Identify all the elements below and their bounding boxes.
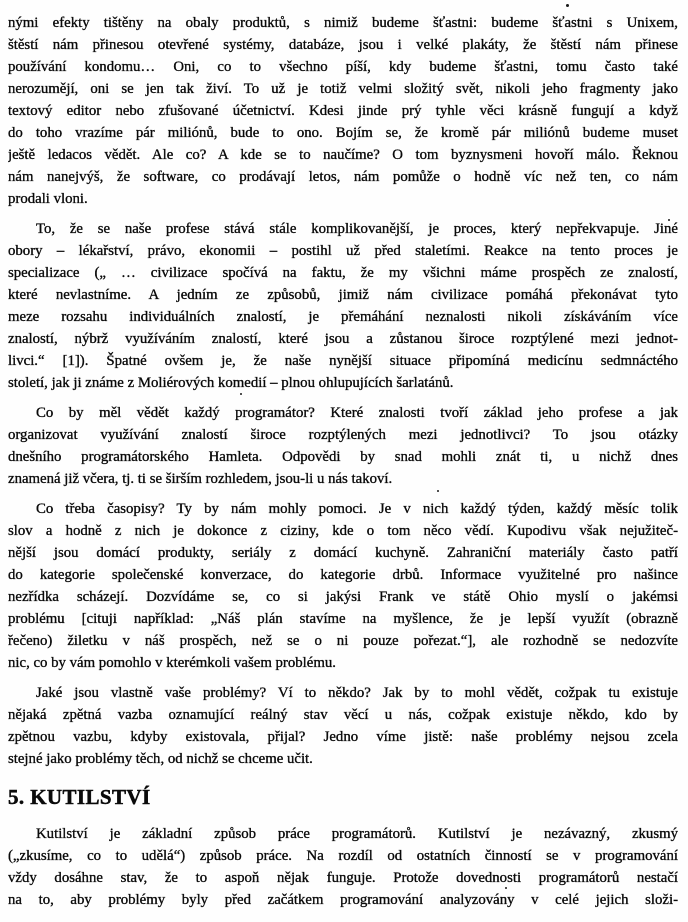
text-line: To, že se naše profese stává stále komplikovanější, je proces, který nepřekvapuje. Jiné xyxy=(36,221,678,237)
text-line: nerozumějí, oni se jen tak živí. To už je totiž velmi složitý svět, nikoli jeho fragmenty jako xyxy=(8,81,678,97)
text-line: livci.“ [1]). Špatné ovšem je, že naše nynější situace připomíná medicínu sedmnáctého xyxy=(8,353,678,369)
text-line: dnešního programátorského Hamleta. Odpovědi by snad mohli znát ti, u nichž dnes xyxy=(8,449,678,465)
paragraph xyxy=(8,498,678,674)
text-line: Co by měl vědět každý programátor? Které znalosti tvoří základ jeho profese a jak xyxy=(36,405,678,421)
text-line: specializace („ … civilizace spočívá na faktu, že my všichni máme prospěch ze znalostí, xyxy=(8,265,678,281)
text-line: problému [cituji například: „Náš plán stavíme na myšlence, že je lepší využít (obrazně xyxy=(8,611,678,627)
scan-speck xyxy=(437,490,439,492)
text-line: nám nanejvýš, že software, co prodávají letos, nám pomůže o hodně víc než ten, co nám xyxy=(8,169,678,185)
text-line: meze rozsahu individuálních znalostí, je přemáhání neznalosti nikoli získáváním více xyxy=(8,309,678,325)
section-heading: 5. KUTILSTVÍ xyxy=(8,785,151,809)
text-line: obory – lékařství, právo, ekonomii – postihl už před staletími. Reakce na tento proces je xyxy=(8,243,678,259)
scan-speck xyxy=(566,4,569,7)
text-line: vždy dosáhne stav, že to aspoň nějak funguje. Protože dovednosti programátorů nestačí xyxy=(8,870,678,886)
text-line: prodali vloni. xyxy=(8,191,88,207)
text-line: zpětnou vazbu, kdyby existovala, přijal? Jedno víme jistě: naše problémy nejsou zcela xyxy=(8,729,678,745)
text-line: stejné jako problémy těch, od nichž se chceme učit. xyxy=(8,751,313,767)
text-line: století, jak ji známe z Moliérových komedií – plnou ohlupujících šarlatánů. xyxy=(8,375,454,391)
text-line: nější jsou domácí produkty, seriály z domácí kuchyně. Zahraniční materiály často patří xyxy=(8,545,678,561)
text-line: nezřídka scházejí. Dozvídáme se, co si jakýsi Frank ve státě Ohio myslí o jakémsi xyxy=(8,589,678,605)
text-line: textový editor nebo zfušované účetnictví. Kdesi jinde prý tyhle věci krásně fungují a když xyxy=(8,103,678,119)
scan-speck xyxy=(505,887,507,889)
scan-speck xyxy=(668,219,670,221)
text-line: na to, aby problémy byly před začátkem programování analyzovány v celé jejich složi- xyxy=(8,892,678,908)
document-text xyxy=(8,12,678,911)
paragraph xyxy=(8,682,678,770)
text-line: řečeno) žiletku v náš prospěch, než se o ni pouze pořezat.“], ale rozhodně se nedozvíte xyxy=(8,633,678,649)
text-line: nými efekty tištěny na obaly produktů, s nimiž budeme šťastni: budeme šťastni s Unixem, xyxy=(8,15,678,31)
text-line: nic, co by vám pomohlo v kterémkoli vašem problému. xyxy=(8,655,336,671)
text-line: slov a hodně z nich je dokonce z ciziny, kde o tom něco vědí. Kupodivu však nejužiteč- xyxy=(8,523,678,539)
text-line: Co třeba časopisy? Ty by nám mohly pomoci. Je v nich každý týden, každý měsíc tolik xyxy=(36,501,678,517)
text-line: znamená již včera, tj. ti se širším rozhledem, jsou-li u nás takoví. xyxy=(8,471,393,487)
text-line: organizovat využívání znalostí široce rozptýlených mezi jednotlivci? To jsou otázky xyxy=(8,427,678,443)
text-line: které nevlastníme. A jedním ze způsobů, jimiž nám civilizace pomáhá překonávat tyto xyxy=(8,287,678,303)
text-line: do kategorie společenské konverzace, do kategorie drbů. Informace využitelné pro našince xyxy=(8,567,678,583)
paragraph xyxy=(8,218,678,394)
text-line: štěstí nám přinesou otevřené systémy, databáze, jsou i velké plakáty, že štěstí nám přinese xyxy=(8,37,678,53)
text-line: nějaká zpětná vazba oznamující reálný stav věcí u nás, cožpak existuje někdo, kdo by xyxy=(8,707,678,723)
paragraph xyxy=(8,402,678,490)
text-line: („zkusíme, co to udělá“) způsob práce. Na rozdíl od ostatních činností se v programování xyxy=(8,848,678,864)
text-line: znalostí, nýbrž využíváním znalostí, které jsou a zůstanou široce rozptýlené mezi jednot- xyxy=(8,331,678,347)
text-line: Kutilství je základní způsob práce programátorů. Kutilství je nezávazný, zkusmý xyxy=(36,826,678,842)
text-line: do toho vrazíme pár miliónů, bude to ono. Bojím se, že kromě pár miliónů budeme muset xyxy=(8,125,678,141)
text-line: Jaké jsou vlastně vaše problémy? Ví to někdo? Jak by to mohl vědět, cožpak tu existuje xyxy=(36,685,678,701)
paragraph xyxy=(8,12,678,210)
paragraph xyxy=(8,823,678,911)
text-line: používání kondomu… Oni, co to všechno píší, kdy budeme šťastni, tomu často také xyxy=(8,59,678,75)
text-line: ještě ledacos vědět. Ale co? A kde se to naučíme? O tom byznysmeni hovoří málo. Řeknou xyxy=(8,147,678,163)
scan-speck xyxy=(240,393,242,395)
